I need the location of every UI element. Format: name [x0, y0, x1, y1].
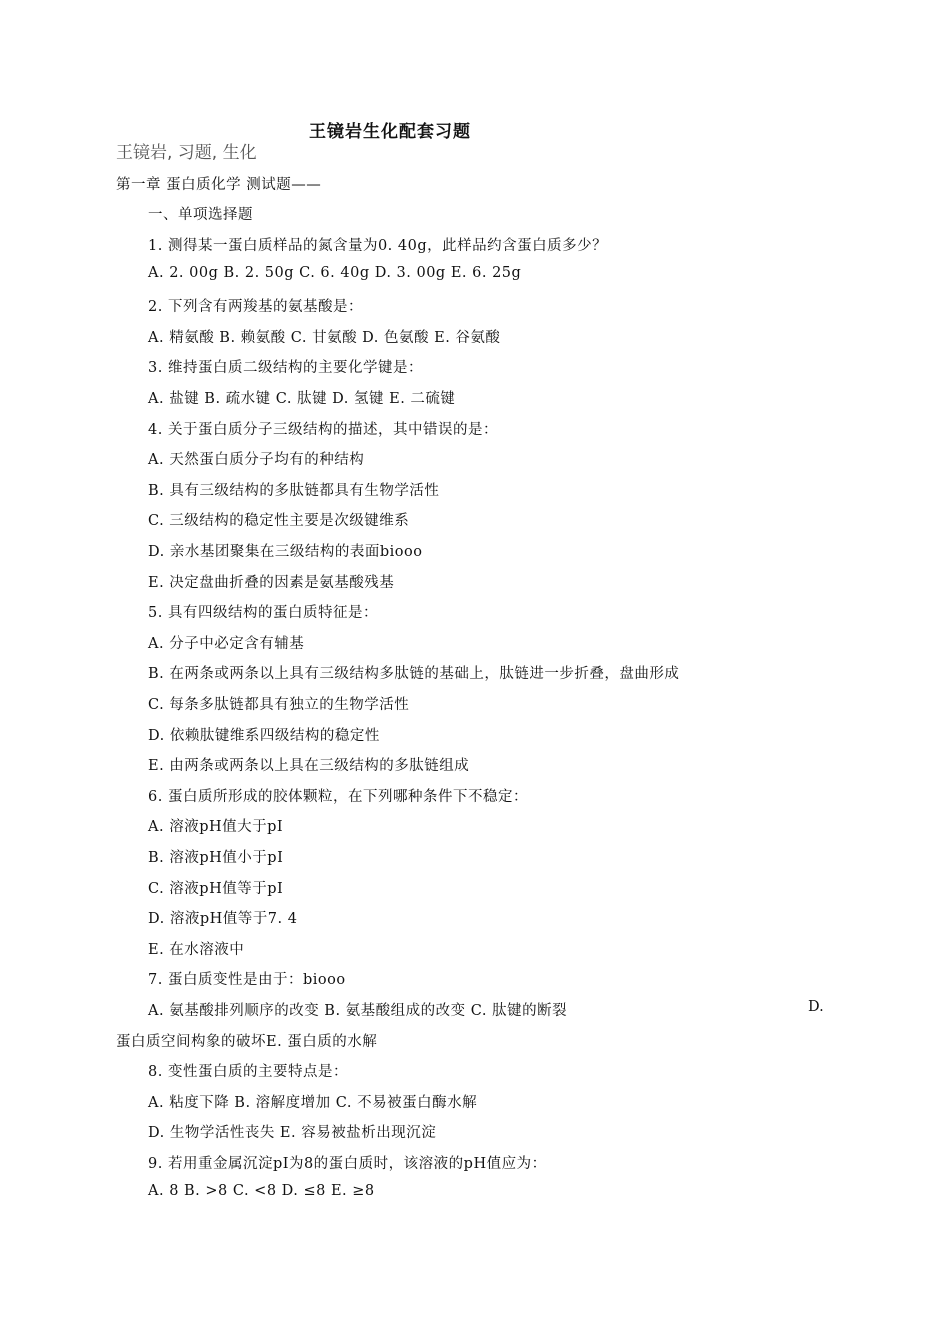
question-line: 1. 测得某一蛋白质样品的氮含量为0. 40g，此样品约含蛋白质多少？	[148, 238, 608, 254]
question-line: 5. 具有四级结构的蛋白质特征是：	[148, 605, 378, 622]
document-title: 王镜岩生化配套习题	[309, 122, 471, 142]
question-line: B. 溶液pH值小于pI	[148, 850, 284, 866]
question-line: 9. 若用重金属沉淀pI为8的蛋白质时，该溶液的pH值应为：	[148, 1156, 547, 1172]
question-line: B. 具有三级结构的多肽链都具有生物学活性	[148, 482, 440, 499]
section-heading: 一、单项选择题	[148, 207, 253, 223]
question-line: A. 氨基酸排列顺序的改变 B. 氨基酸组成的改变 C. 肽键的断裂	[148, 1003, 568, 1019]
question-line: A. 8 B. >8 C. <8 D. ≤8 E. ≥8	[148, 1182, 375, 1199]
question-line: D. 溶液pH值等于7. 4	[148, 911, 298, 928]
question-line: C. 溶液pH值等于pI	[148, 880, 284, 897]
question-line: D. 亲水基团聚集在三级结构的表面biooo	[148, 544, 423, 560]
question-line: C. 三级结构的稳定性主要是次级键维系	[148, 513, 410, 530]
question-line: A. 精氨酸 B. 赖氨酸 C. 甘氨酸 D. 色氨酸 E. 谷氨酸	[148, 329, 501, 346]
question-line: 6. 蛋白质所形成的胶体颗粒，在下列哪种条件下不稳定：	[148, 788, 528, 805]
question-line: B. 在两条或两条以上具有三级结构多肽链的基础上，肽链进一步折叠，盘曲形成	[148, 666, 680, 683]
question-line: 2. 下列含有两羧基的氨基酸是：	[148, 299, 363, 316]
q7-option-d-label: D.	[808, 999, 824, 1015]
question-line: 7. 蛋白质变性是由于：biooo	[148, 972, 346, 989]
question-line: A. 2. 00g B. 2. 50g C. 6. 40g D. 3. 00g E. 6. 25g	[148, 264, 522, 281]
question-line: E. 由两条或两条以上具在三级结构的多肽链组成	[148, 758, 470, 775]
question-line: E. 决定盘曲折叠的因素是氨基酸残基	[148, 574, 395, 591]
question-line: A. 粘度下降 B. 溶解度增加 C. 不易被蛋白酶水解	[148, 1094, 478, 1111]
question-line: E. 在水溶液中	[148, 941, 245, 958]
question-line: 8. 变性蛋白质的主要特点是：	[148, 1064, 348, 1081]
question-line: D. 依赖肽键维系四级结构的稳定性	[148, 727, 380, 744]
question-line: D. 生物学活性丧失 E. 容易被盐析出现沉淀	[148, 1125, 437, 1142]
question-line: A. 盐键 B. 疏水键 C. 肽键 D. 氢键 E. 二硫键	[148, 391, 456, 407]
question-line: A. 天然蛋白质分子均有的种结构	[148, 452, 365, 469]
q7-continuation-line: 蛋白质空间构象的破坏E. 蛋白质的水解	[116, 1033, 378, 1050]
question-line: C. 每条多肽链都具有独立的生物学活性	[148, 697, 410, 713]
question-line: A. 溶液pH值大于pI	[148, 819, 284, 836]
question-line: 3. 维持蛋白质二级结构的主要化学键是：	[148, 360, 423, 377]
document-subtitle: 王镜岩, 习题, 生化	[116, 143, 257, 163]
chapter-heading: 第一章 蛋白质化学 测试题——	[116, 177, 322, 193]
question-line: 4. 关于蛋白质分子三级结构的描述，其中错误的是：	[148, 421, 498, 438]
question-line: A. 分子中必定含有辅基	[148, 635, 305, 652]
